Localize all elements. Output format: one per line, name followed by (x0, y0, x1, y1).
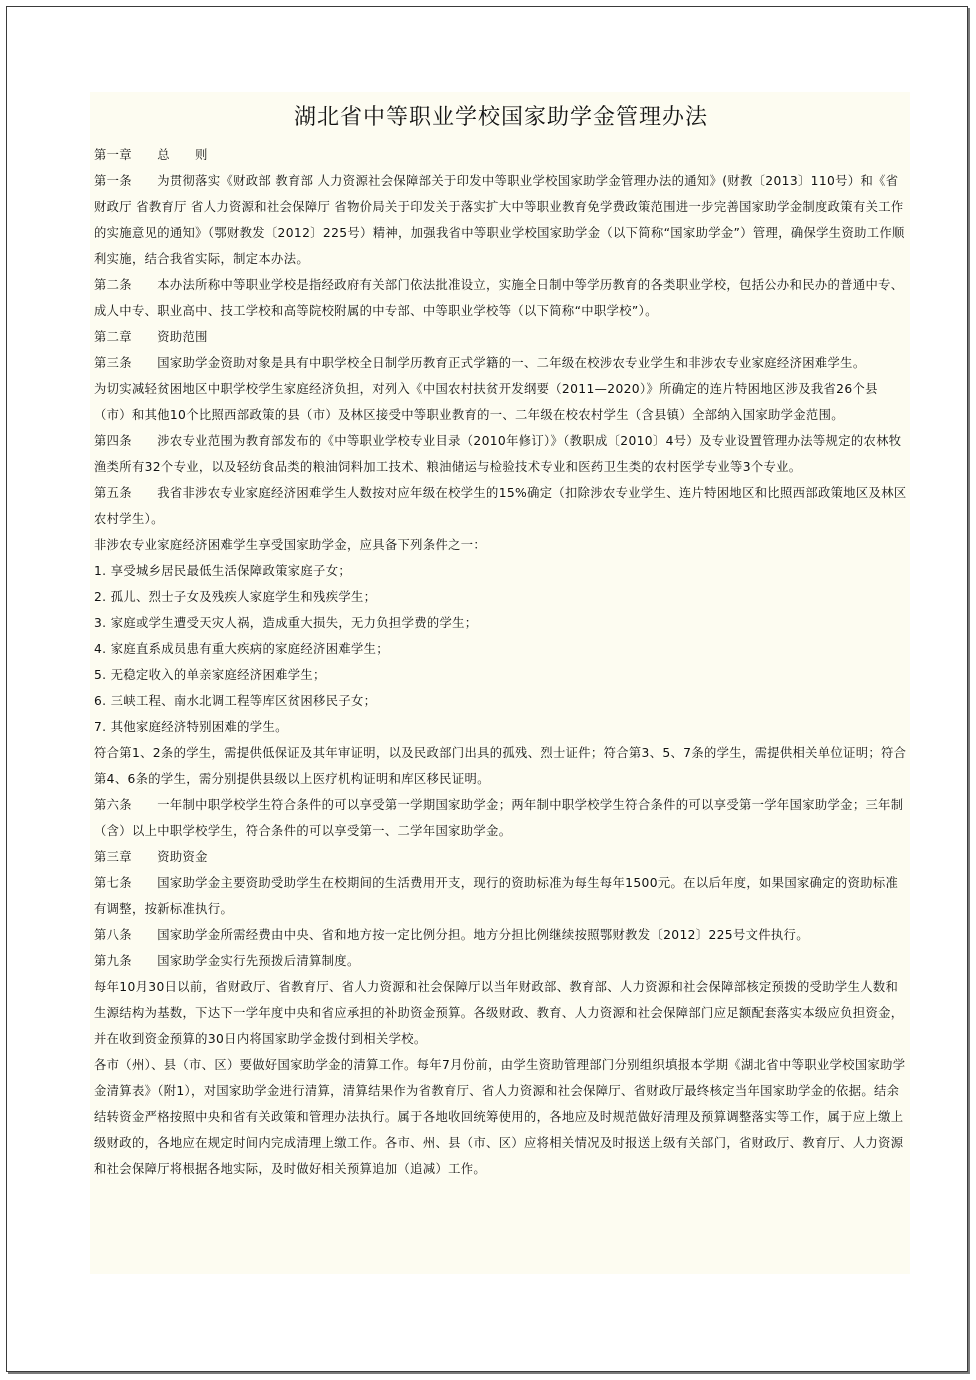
chapter-heading: 第一章 总 则 (94, 148, 208, 162)
document-text (94, 142, 908, 1182)
article-paragraph: 第九条 国家助学金实行先预拨后清算制度。 (94, 954, 360, 968)
article-paragraph: 第七条 国家助学金主要资助受助学生在校期间的生活费用开支，现行的资助标准为每生每年1500元。在以后年度，如果国家确定的资助标准有调整，按新标准执行。 (94, 876, 899, 916)
article-paragraph: 第二条 本办法所称中等职业学校是指经政府有关部门依法批准设立，实施全日制中等学历教育的各类职业学校，包括公办和民办的普通中专、成人中专、职业高中、技工学校和高等院校附属的中专部、中等职业学校等（以下简称“中职学校”）。 (94, 278, 904, 318)
article-paragraph: 第三条 国家助学金资助对象是具有中职学校全日制学历教育正式学籍的一、二年级在校涉农专业学生和非涉农专业家庭经济困难学生。 (94, 356, 866, 370)
document-body (90, 92, 910, 1274)
list-item: 1. 享受城乡居民最低生活保障政策家庭子女； (94, 564, 351, 578)
article-paragraph: 第四条 涉农专业范围为教育部发布的《中等职业学校专业目录（2010年修订）》（教职成〔2010〕4号）及专业设置管理办法等规定的农林牧渔类所有32个专业，以及轻纺食品类的粮油饲料加工技术、粮油储运与检验技术专业和医药卫生类的农村医学专业等3个专业。 (94, 434, 902, 474)
list-item: 2. 孤儿、烈士子女及残疾人家庭学生和残疾学生； (94, 590, 377, 604)
article-paragraph: 第六条 一年制中职学校学生符合条件的可以享受第一学期国家助学金；两年制中职学校学生符合条件的可以享受第一学年国家助学金；三年制（含）以上中职学校学生，符合条件的可以享受第一、二学年国家助学金。 (94, 798, 904, 838)
article-paragraph: 第五条 我省非涉农专业家庭经济困难学生人数按对应年级在校学生的15%确定（扣除涉农专业学生、连片特困地区和比照西部政策地区及林区农村学生）。 (94, 486, 907, 526)
chapter-heading: 第三章 资助资金 (94, 850, 208, 864)
chapter-heading: 第二章 资助范围 (94, 330, 208, 344)
body-paragraph: 符合第1、2条的学生，需提供低保证及其年审证明，以及民政部门出具的孤残、烈士证件；符合第3、5、7条的学生，需提供相关单位证明；符合第4、6条的学生，需分别提供县级以上医疗机构证明和库区移民证明。 (94, 746, 907, 786)
body-paragraph: 为切实减轻贫困地区中职学校学生家庭经济负担，对列入《中国农村扶贫开发纲要（2011—2020）》所确定的连片特困地区涉及我省26个县（市）和其他10个比照西部政策的县（市）及林区接受中等职业教育的一、二年级在校农村学生（含县镇）全部纳入国家助学金范围。 (94, 382, 878, 422)
list-item: 6. 三峡工程、南水北调工程等库区贫困移民子女； (94, 694, 377, 708)
body-paragraph: 每年10月30日以前，省财政厅、省教育厅、省人力资源和社会保障厅以当年财政部、教育部、人力资源和社会保障部核定预拨的受助学生人数和生源结构为基数，下达下一学年度中央和省应承担的补助资金预算。各级财政、教育、人力资源和社会保障部门应足额配套落实本级应负担资金，并在收到资金预算的30日内将国家助学金拨付到相关学校。 (94, 980, 904, 1046)
article-paragraph: 第一条 为贯彻落实《财政部 教育部 人力资源社会保障部关于印发中等职业学校国家助学金管理办法的通知》(财教〔2013〕110号）和《省财政厅 省教育厅 省人力资源和社会保障厅 省物价局关于印发关于落实扩大中等职业教育免学费政策范围进一步完善国家助学金制度政策有关工作的实施意见的通知》（鄂财教发〔2012〕225号）精神，加强我省中等职业学校国家助学金（以下简称“国家助学金”）管理，确保学生资助工作顺利实施，结合我省实际，制定本办法。 (94, 174, 905, 266)
list-item: 4. 家庭直系成员患有重大疾病的家庭经济困难学生； (94, 642, 389, 656)
article-paragraph: 第八条 国家助学金所需经费由中央、省和地方按一定比例分担。地方分担比例继续按照鄂财教发〔2012〕225号文件执行。 (94, 928, 809, 942)
document-title: 湖北省中等职业学校国家助学金管理办法 (293, 105, 708, 130)
body-paragraph: 非涉农专业家庭经济困难学生享受国家助学金，应具备下列条件之一： (94, 538, 487, 552)
list-item: 5. 无稳定收入的单亲家庭经济困难学生； (94, 668, 326, 682)
body-paragraph: 各市（州）、县（市、区）要做好国家助学金的清算工作。每年7月份前，由学生资助管理部门分别组织填报本学期《湖北省中等职业学校国家助学金清算表》（附1），对国家助学金进行清算，清算结果作为省教育厅、省人力资源和社会保障厅、省财政厅最终核定当年国家助学金的依据。结余结转资金严格按照中央和省有关政策和管理办法执行。属于各地收回统筹使用的，各地应及时规范做好清理及预算调整落实等工作，属于应上缴上级财政的，各地应在规定时间内完成清理上缴工作。各市、州、县（市、区）应将相关情况及时报送上级有关部门，省财政厅、教育厅、人力资源和社会保障厅将根据各地实际，及时做好相关预算追加（追减）工作。 (94, 1058, 906, 1176)
list-item: 3. 家庭或学生遭受天灾人祸，造成重大损失，无力负担学费的学生； (94, 616, 478, 630)
list-item: 7. 其他家庭经济特别困难的学生。 (94, 720, 288, 734)
